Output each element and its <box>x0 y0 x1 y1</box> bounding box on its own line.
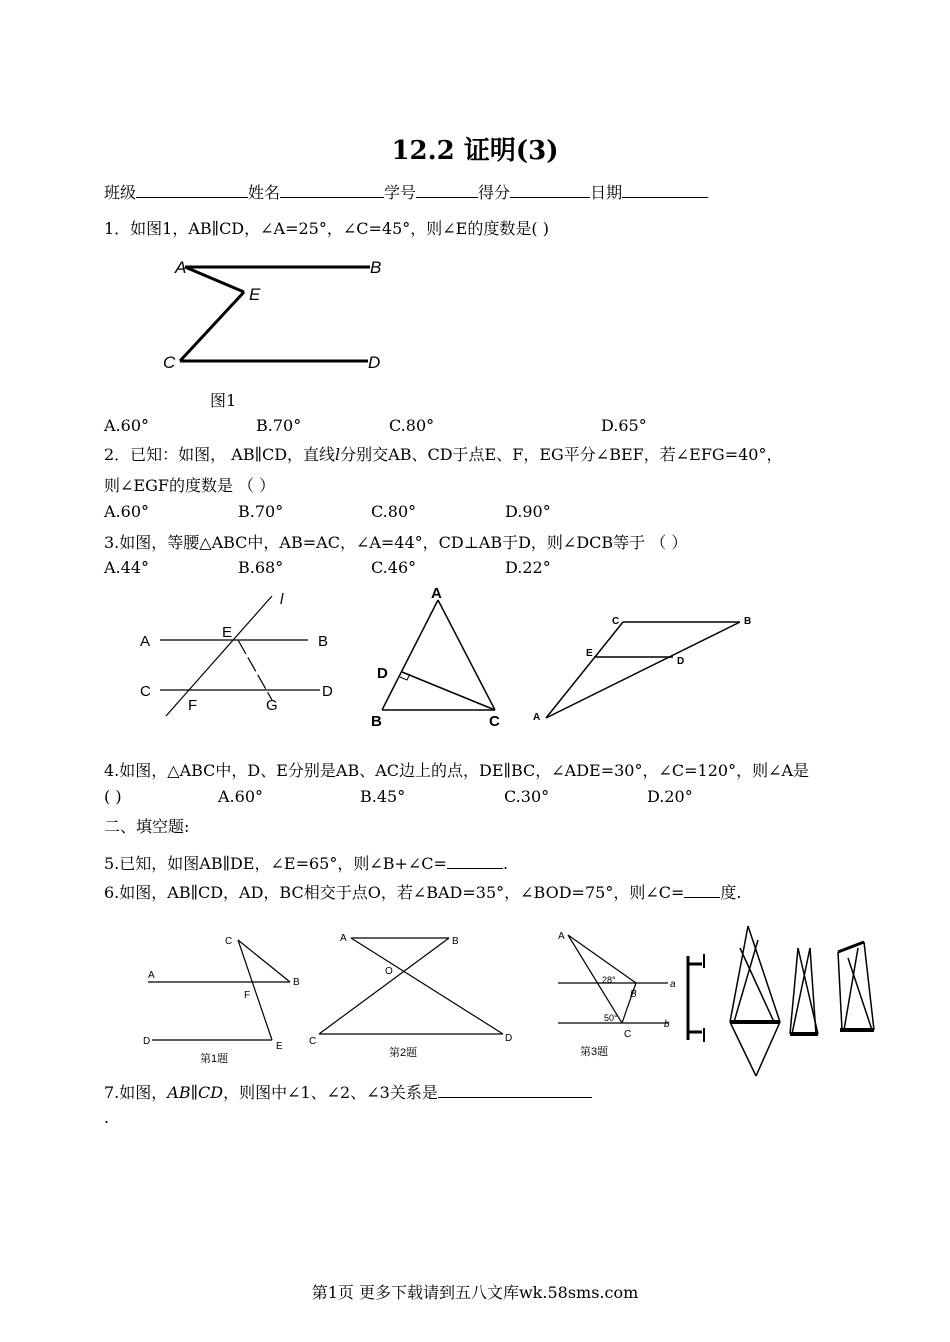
id-label: 学号 <box>384 183 417 202</box>
q3-option-b: B.68° <box>238 558 284 577</box>
page-title: 12.2 证明(3) <box>391 136 559 166</box>
fill-fig1-line-cb <box>238 940 290 982</box>
q2-text-line1 <box>104 442 782 465</box>
q3-label-a: A <box>431 585 442 602</box>
q3-label-c: C <box>489 713 500 730</box>
q2-option-a: A.60° <box>104 502 149 521</box>
fill-fig1-label-c: C <box>225 936 233 947</box>
fill-fig3-angle-50: 50° <box>604 1013 618 1023</box>
date-label: 日期 <box>590 183 623 202</box>
fill-fig1-label-a: A <box>148 970 155 981</box>
q4-label-a: A <box>533 712 541 723</box>
q4-line-ba <box>546 622 740 718</box>
q5-end: . <box>502 854 509 873</box>
class-label: 班级 <box>104 183 137 202</box>
q3-option-c: C.46° <box>371 558 417 577</box>
score-blank <box>510 181 590 198</box>
q2-option-d: D.90° <box>505 502 551 521</box>
fill-fig3-label-b: B <box>630 989 637 1000</box>
q7-line <box>104 1080 592 1103</box>
q7-end: . <box>104 1108 110 1127</box>
q1-option-a: A.60° <box>104 416 149 435</box>
fill-fig3-label-a: A <box>558 931 565 942</box>
q1-option-c: C.80° <box>389 416 435 435</box>
q4-text: 4.如图，△ABC中，D、E分别是AB、AC边上的点，DE∥BC，∠ADE=30°，∠C=120°，则∠A是 <box>104 761 810 780</box>
q7-figure-b <box>730 926 780 1076</box>
q2-label-l: l <box>280 591 284 608</box>
score-label: 得分 <box>478 183 511 202</box>
fill-fig1-label-b: B <box>293 977 300 988</box>
q7-figure-d <box>838 942 874 1030</box>
q4-option-a: A.60° <box>218 787 263 806</box>
q4-option-c: C.30° <box>504 787 550 806</box>
q3-line-ab <box>382 600 438 710</box>
fill-fig1-label-d: D <box>143 1036 151 1047</box>
q1-label-b: B <box>370 258 382 277</box>
q7-blank <box>438 1081 592 1098</box>
q2-label-d: D <box>322 683 333 700</box>
fill-fig2-line-bc <box>319 938 449 1034</box>
q7-figure-c <box>790 948 818 1034</box>
fill-fig3 <box>550 925 680 1065</box>
q4-label-c: C <box>612 616 620 627</box>
q2-text-l: l <box>335 445 341 464</box>
q4-figure <box>528 600 848 728</box>
q7-text-b: AB∥CD <box>167 1083 224 1102</box>
date-blank <box>622 181 708 198</box>
q2-figure <box>130 588 350 720</box>
name-label: 姓名 <box>248 183 281 202</box>
q1-line-ae <box>185 267 244 292</box>
q6-blank <box>684 881 720 898</box>
q1-caption: 图1 <box>210 391 237 410</box>
q7-figures <box>678 918 878 1083</box>
section-fill-in: 二、填空题: <box>104 817 190 836</box>
q3-option-d: D.22° <box>505 558 551 577</box>
q2-line-eg <box>238 640 272 700</box>
q3-label-b: B <box>371 713 382 730</box>
q4-option-d: D.20° <box>647 787 693 806</box>
fill-fig1-label-f: F <box>244 990 251 1001</box>
q2-label-f: F <box>188 697 198 714</box>
q4-option-b: B.45° <box>360 787 406 806</box>
q1-line-ec <box>180 292 244 361</box>
fill-fig2-label-c: C <box>309 1036 317 1047</box>
name-blank <box>280 181 384 198</box>
q7-text-a: 7.如图， <box>104 1083 168 1102</box>
q4-label-b: B <box>744 616 752 627</box>
q1-figure <box>150 250 410 380</box>
q5-line <box>104 851 508 874</box>
fill-fig3-label-a-line: a <box>670 979 676 990</box>
q3-line-cd <box>402 672 495 710</box>
q4-paren: ( ) <box>104 787 122 806</box>
q2-text-a: 2．已知：如图， AB∥CD，直线 <box>104 445 336 464</box>
q3-label-d: D <box>377 665 388 682</box>
fill-fig3-angle-28: 28° <box>602 975 616 985</box>
q1-label-c: C <box>163 353 176 372</box>
fill-fig2-label-a: A <box>340 933 347 944</box>
q2-text-line2: 则∠EGF的度数是 （ ） <box>104 476 276 495</box>
q6-end: 度. <box>720 883 742 902</box>
q3-option-a: A.44° <box>104 558 149 577</box>
fill-fig1-caption: 第1题 <box>200 1053 229 1065</box>
fill-fig2-label-b: B <box>452 936 459 947</box>
id-blank <box>416 181 478 198</box>
q5-blank <box>447 852 503 869</box>
q1-label-e: E <box>249 285 261 304</box>
fill-fig2-label-d: D <box>505 1033 513 1044</box>
q7-text-c: ，则图中∠1、∠2、∠3关系是 <box>223 1083 438 1102</box>
q6-text: 6.如图，AB∥CD，AD，BC相交于点O，若∠BAD=35°，∠BOD=75°，则∠C= <box>104 883 685 902</box>
q4-line-ca <box>546 622 623 718</box>
fill-fig2-label-o: O <box>385 966 393 977</box>
q3-line-ac <box>438 600 495 710</box>
q4-label-e: E <box>586 648 593 659</box>
q2-text-b: 分别交AB、CD于点E、F，EG平分∠BEF，若∠EFG=40°， <box>340 445 783 464</box>
q4-label-d: D <box>677 656 685 667</box>
q6-line <box>104 880 741 903</box>
q1-option-b: B.70° <box>256 416 302 435</box>
header-row <box>104 180 708 203</box>
q2-option-c: C.80° <box>371 502 417 521</box>
fill-fig2-caption: 第2题 <box>389 1047 418 1059</box>
fill-fig2 <box>305 928 520 1068</box>
fill-fig3-caption: 第3题 <box>580 1046 609 1058</box>
q2-line-l <box>166 596 272 716</box>
q2-option-b: B.70° <box>238 502 284 521</box>
q3-figure <box>365 582 515 730</box>
class-blank <box>136 181 248 198</box>
fill-fig2-line-ad <box>351 938 503 1034</box>
q5-text: 5.已知，如图AB∥DE，∠E=65°，则∠B+∠C= <box>104 854 447 873</box>
fill-fig1 <box>140 928 310 1068</box>
fill-fig1-label-e: E <box>276 1041 283 1052</box>
q1-label-a: A <box>175 258 187 277</box>
q1-label-d: D <box>368 353 381 372</box>
fill-fig3-label-b-line: b <box>664 1019 670 1030</box>
q2-label-e: E <box>222 624 233 641</box>
q7-figure-a <box>688 954 704 1042</box>
q1-option-d: D.65° <box>601 416 647 435</box>
page-footer: 第1页 更多下载请到五八文库wk.58sms.com <box>311 1283 639 1302</box>
fill-fig3-label-c: C <box>624 1029 632 1040</box>
q2-label-c: C <box>140 683 151 700</box>
q2-label-g: G <box>266 697 278 714</box>
q1-text: 1．如图1，AB∥CD，∠A=25°，∠C=45°，则∠E的度数是( ) <box>104 219 549 238</box>
q2-label-b: B <box>318 633 329 650</box>
q3-text: 3.如图，等腰△ABC中，AB=AC，∠A=44°，CD⊥AB于D，则∠DCB等于 （ ） <box>104 533 688 552</box>
q2-label-a: A <box>140 633 151 650</box>
